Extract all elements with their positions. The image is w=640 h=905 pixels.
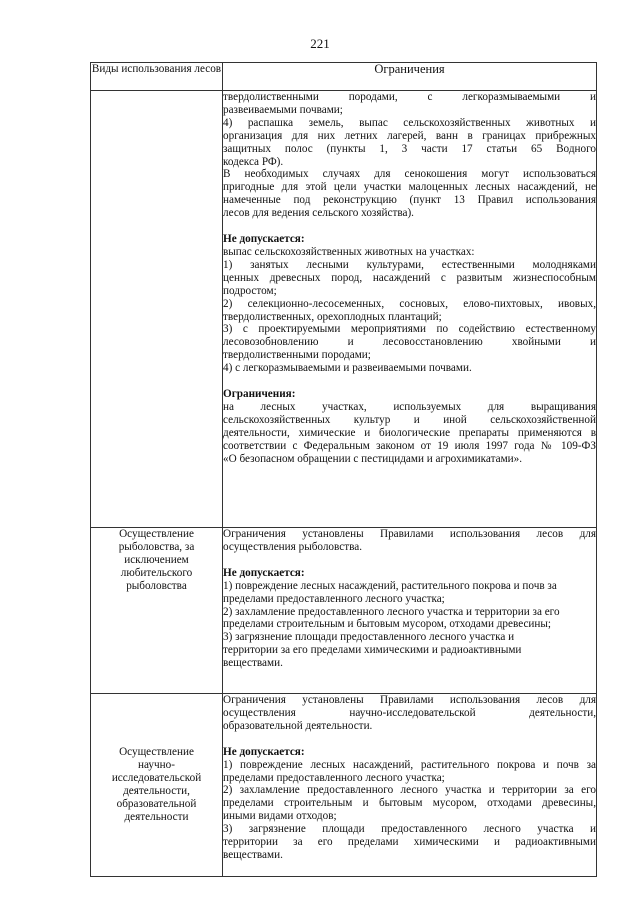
text-line: 2) захламление предоставленного лесного участка и территории за его: [223, 784, 596, 797]
text-line: 3) загрязнение площади предоставленного лесного участка и: [223, 823, 596, 836]
header-restrictions: Ограничения: [223, 63, 597, 91]
category-line: рыболовства: [126, 579, 187, 592]
text-line: 2) захламление предоставленного лесного участка и территории за его: [223, 605, 560, 618]
text-line: на лесных участках, используемых для выращивания: [223, 400, 596, 413]
text-line: твердолиственных, орехоплодных плантаций;: [223, 310, 442, 323]
category-line: исключением: [124, 553, 189, 566]
category-line: образовательной: [116, 797, 197, 810]
text-line: Ограничения установлены Правилами использования лесов для: [223, 528, 596, 540]
category-line: Осуществление: [119, 746, 194, 759]
section-heading: Не допускается:: [223, 745, 305, 758]
text-line: В необходимых случаях для сенокошения могут использоваться: [223, 168, 596, 181]
table-row: [91, 91, 597, 528]
section-heading: Ограничения:: [223, 388, 296, 401]
text-line: намеченные под реконструкцию (пункт 13 Правил использования: [223, 194, 596, 207]
table-row: [91, 528, 597, 694]
text-line: кодекса РФ).: [223, 155, 284, 168]
category-line: исследовательской: [111, 772, 202, 785]
text-line: 1) занятых лесными культурами, естественными молодняками: [223, 258, 596, 271]
text-line: лесов для ведения сельского хозяйства).: [223, 207, 414, 220]
header-usage-types: Виды использования лесов: [91, 63, 223, 91]
text-line: веществами.: [223, 657, 283, 670]
text-line: Ограничения установлены Правилами использования лесов для: [223, 694, 596, 706]
category-line: деятельности,: [123, 785, 190, 797]
text-line: выпас сельскохозяйственных животных на участках:: [223, 245, 475, 258]
text-line: твердолиственными породами;: [223, 349, 371, 362]
text-line: подростом;: [223, 284, 277, 297]
text-line: твердолиственными породами, с легкоразмываемыми и: [223, 91, 596, 103]
text-line: 1) повреждение лесных насаждений, растительного покрова и почв за: [223, 579, 557, 592]
category-line: деятельности: [124, 810, 189, 823]
text-line: 3) загрязнение площади предоставленного лесного участка и: [223, 631, 515, 644]
table-row: [91, 694, 597, 877]
text-line: соответствии с Федеральным законом от 19 июля 1997 года № 109-ФЗ: [223, 439, 596, 452]
text-line: осуществления рыболовства.: [223, 540, 362, 553]
text-line: защитных полос (пункты 1, 3 части 17 статьи 65 Водного: [223, 142, 596, 155]
text-line: сельскохозяйственных культур и иной сельскохозяйственной: [223, 413, 596, 426]
category-line: Осуществление: [119, 528, 194, 540]
text-line: развеиваемыми почвами;: [223, 103, 343, 116]
section-heading: Не допускается:: [223, 233, 305, 246]
text-line: пределами строительным и бытовым мусором, отходами древесины,: [223, 797, 596, 810]
text-line: ценных древесных пород, насаждений с развитым жизнеспособным: [223, 271, 596, 284]
text-line: территории за его пределами химическими и радиоактивными: [223, 644, 522, 657]
section-heading: Не допускается:: [223, 566, 305, 579]
text-line: 3) с проектируемыми мероприятиями по содействию естественному: [223, 323, 596, 336]
text-line: осуществления научно-исследовательской деятельности,: [223, 706, 596, 719]
text-line: 2) селекционно-лесосеменных, сосновых, елово-пихтовых, ивовых,: [223, 297, 596, 310]
restrictions-cell: [223, 91, 597, 528]
page-number: 221: [310, 36, 330, 51]
restrictions-cell: [223, 528, 597, 694]
text-line: организация для них летних лагерей, ванн в границах прибрежных: [223, 129, 596, 142]
text-line: веществами.: [223, 848, 283, 861]
text-line: «О безопасном обращении с пестицидами и агрохимикатами».: [223, 452, 523, 465]
text-line: деятельности, химические и биологические препараты применяются в: [223, 426, 596, 439]
text-line: иными видами отходов;: [223, 810, 337, 823]
category-line: рыболовства, за: [118, 540, 195, 553]
text-line: пригодные для этой цели участки малоценных лесных насаждений, не: [223, 181, 596, 194]
category-cell: [91, 694, 223, 877]
category-cell: [91, 91, 223, 528]
text-line: 4) распашка земель, выпас сельскохозяйственных животных и: [223, 116, 596, 129]
text-line: 4) с легкоразмываемыми и развеиваемыми почвами.: [223, 362, 472, 375]
restrictions-cell: [223, 694, 597, 877]
text-line: образовательной деятельности.: [223, 719, 373, 732]
text-line: пределами предоставленного лесного участка;: [223, 592, 445, 605]
text-line: лесовозобновлению и лесовосстановлению хвойными и: [223, 336, 596, 349]
text-line: пределами строительным и бытовым мусором, отходами древесины;: [223, 618, 552, 631]
category-line: научно-: [138, 759, 175, 772]
text-line: пределами предоставленного лесного участка;: [223, 771, 445, 784]
table-header-row: [91, 63, 597, 91]
restrictions-table: [90, 62, 597, 877]
text-line: территории за его пределами химическими и радиоактивными: [223, 836, 596, 849]
category-line: любительского: [120, 566, 193, 579]
text-line: 1) повреждение лесных насаждений, растительного покрова и почв за: [223, 758, 596, 771]
category-cell: [91, 528, 223, 694]
